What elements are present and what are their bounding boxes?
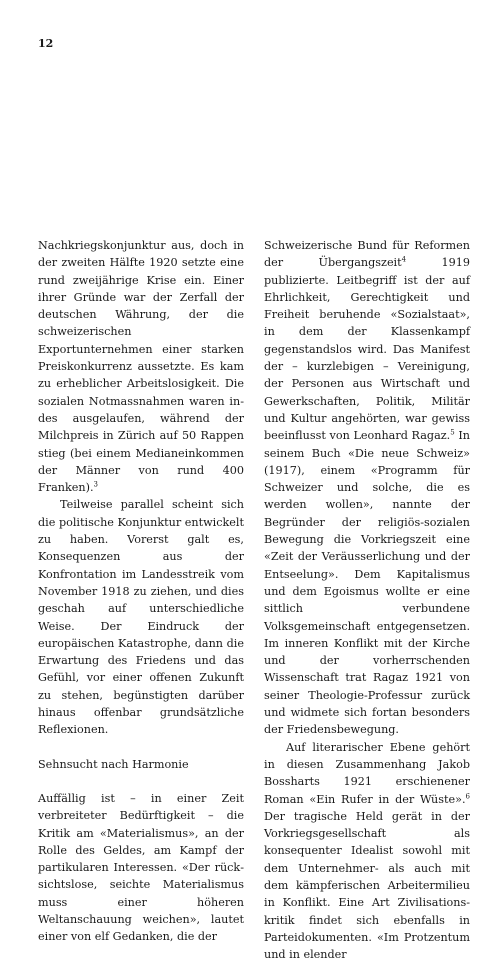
footnote-marker: 6 bbox=[465, 791, 470, 800]
paragraph-text: Schweizerische Bund für Reformen der Übergangszeit bbox=[264, 239, 470, 270]
left-column bbox=[38, 237, 244, 946]
paragraph-text: In seinem Buch «Die neue Schweiz» (1917), einem «Programm für Schweizer und solche, die es werden wollen», nannte der Begründer der religiös-sozialen Bewegung die Vorkriegszeit eine «Zeit der Veräusserlichung und der Entseelung». Dem Kapitalismus und dem Egoismus wollte er eine sittlich verbundene Volksgemeinschaft entgegensetzen. Im inneren Konflikt mit der Kirche und der vorherrschenden Wissenschaft trat Ragaz 1921 von seiner Theologie-Professur zurück und widmete sich fortan besonders der Friedensbewegung. bbox=[264, 429, 470, 737]
footnote-marker: 3 bbox=[93, 480, 98, 489]
right-column bbox=[264, 237, 470, 963]
page-number: 12 bbox=[38, 37, 54, 50]
paragraph-text: Auf literarischer Ebene gehört in diesen Zusammenhang Jakob Bossharts 1921 erschienener Roman «Ein Rufer in der Wüste». bbox=[264, 740, 470, 806]
footnote-marker: 5 bbox=[450, 428, 455, 437]
paragraph bbox=[264, 739, 470, 963]
paragraph-text: Der tragische Held gerät in der Vorkriegsgesellschaft als konsequenter Idealist sowohl mit dem Unternehmer- als auch mit dem kämpferischen Arbeitermilieu in Konflikt. Eine Art Zivilisationskritik findet sich ebenfalls in Parteidokumenten. «Im Protzentum und in elender bbox=[264, 809, 470, 962]
paragraph: Auffällig ist – in einer Zeit verbreiteter Bedürftigkeit – die Kritik am «Materialismus», an der Rolle des Geldes, am Kampf der partikularen Interessen. «Der rücksichtslose, seichte Materialismus muss einer höheren Weltanschauung weichen», lautet einer von elf Gedanken, die der bbox=[38, 791, 244, 944]
paragraph bbox=[38, 237, 244, 496]
section-heading: Sehnsucht nach Harmonie bbox=[38, 757, 189, 771]
paragraph-text: Nachkriegskonjunktur aus, doch in der zweiten Hälfte 1920 setzte eine rund zweijährige Krise ein. Einer ihrer Gründe war der Zerfall der deutschen Währung, der die schweizerischen Exportunternehmen einer starken Preiskonkurrenz aussetzte. Es kam zu erheblicher Arbeitslosigkeit. Die sozialen Notmassnahmen waren indes ausgelaufen, während der Milchpreis in Zürich auf 50 Rappen stieg (bei einem Medianeinkommen der Männer von rund 400 Franken). bbox=[38, 239, 244, 495]
paragraph-text: 1919 publizierte. Leitbegriff ist der auf Ehrlichkeit, Gerechtigkeit und Freiheit beruhende «Sozialstaat», in dem der Klassenkampf gegenstandslos wird. Das Manifest der – kurzlebigen – Vereinigung, der Personen aus Wirtschaft und Gewerkschaften, Politik, Militär und Kultur angehörten, war gewiss beeinflusst von Leonhard Ragaz. bbox=[264, 256, 470, 443]
paragraph bbox=[264, 237, 470, 739]
footnote-marker: 4 bbox=[401, 255, 407, 264]
paragraph: Teilweise parallel scheint sich die politische Konjunktur entwickelt zu haben. Vorerst galt es, Konsequenzen aus der Konfrontation im Landesstreik vom November 1918 zu ziehen, und dies geschah auf unterschiedliche Weise. Der Eindruck der europäischen Katastrophe, dann die Erwartung des Friedens und das Gefühl, vor einer offenen Zukunft zu stehen, begünstigten darüber hinaus offenbar grundsätzliche Reflexionen. bbox=[38, 498, 244, 737]
